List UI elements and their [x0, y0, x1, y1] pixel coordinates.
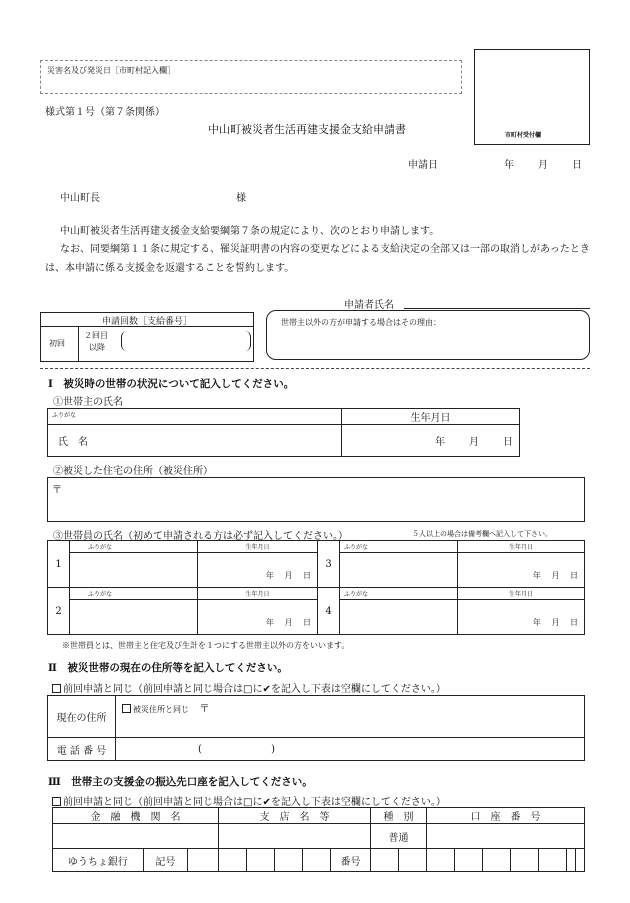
- form-number: 様式第１号（第７条関係）: [45, 107, 165, 118]
- bank-account-table: [52, 807, 585, 872]
- member-1-birth-header: [198, 541, 318, 553]
- member-num-4: 4: [318, 588, 340, 635]
- bangou-digit[interactable]: [576, 849, 585, 872]
- same-as-disaster-label: 被災住所と同じ: [133, 705, 189, 714]
- bangou-digit[interactable]: [399, 849, 427, 872]
- bangou-digit[interactable]: [511, 849, 539, 872]
- furigana-label: ふりがな: [344, 591, 369, 598]
- addressee-sama: 様: [236, 193, 246, 204]
- grant-number-field[interactable]: [121, 331, 251, 351]
- furigana-label: ふりがな: [88, 591, 113, 598]
- furigana-cell[interactable]: [48, 409, 342, 425]
- member-2-name[interactable]: [70, 600, 198, 635]
- kigou-digit[interactable]: [188, 849, 219, 872]
- birthdate-label: 生年月日: [508, 591, 533, 598]
- second-label-2: 以降: [89, 343, 105, 352]
- account-number-field[interactable]: [427, 824, 585, 849]
- day: 日: [570, 618, 578, 627]
- account-header: 口 座 番 号: [427, 808, 585, 824]
- name-cell[interactable]: [48, 425, 342, 457]
- kigou-digit[interactable]: [275, 849, 303, 872]
- applicant-name-line[interactable]: [404, 307, 590, 309]
- bank-name-field[interactable]: [53, 824, 219, 849]
- day: 日: [570, 571, 578, 580]
- body-para-2: なお、同要綱第１１条に規定する、罹災証明書の内容の変更などによる支給決定の全部又は一部の取消しがあったときは、本申請に係る支援金を返還することを誓約します。: [45, 244, 590, 274]
- member-4-birthdate[interactable]: [458, 600, 585, 635]
- year: 年: [265, 571, 274, 580]
- members-footnote: ※世帯員とは、世帯主と住宅及び生計を１つにする世帯主以外の方をいいます。: [62, 641, 350, 650]
- member-4-birth-header: [458, 588, 585, 600]
- birthdate-label: 生年月日: [245, 544, 270, 551]
- kigou-digit[interactable]: [219, 849, 247, 872]
- receipt-stamp-box: [474, 49, 590, 145]
- section3-same-note: 前回申請と同じ（前回申請と同じ場合は□に✔を記入し下表は空欄にしてください。）: [63, 797, 446, 808]
- name-label: 氏 名: [58, 437, 88, 448]
- reason-box[interactable]: [266, 310, 590, 360]
- bangou-digit[interactable]: [455, 849, 483, 872]
- household-head-table: [47, 408, 520, 457]
- addressee: 中山町長: [60, 193, 100, 204]
- day: 日: [303, 618, 311, 627]
- date-month: 月: [538, 160, 548, 171]
- branch-name-field[interactable]: [219, 824, 371, 849]
- reason-label: 世帯主以外の方が申請する場合はその理由：: [281, 318, 441, 327]
- phone-label: 電 話 番 号: [48, 738, 116, 761]
- member-1-furigana[interactable]: [70, 541, 198, 553]
- day: 日: [303, 571, 311, 580]
- month: 月: [284, 571, 293, 580]
- disaster-address-field[interactable]: [47, 477, 585, 522]
- year: 年: [532, 571, 541, 580]
- current-address-field[interactable]: [116, 696, 585, 738]
- member-4-furigana[interactable]: [340, 588, 458, 600]
- member-2-furigana[interactable]: [70, 588, 198, 600]
- first-application[interactable]: 初回: [49, 339, 65, 348]
- date-year: 年: [504, 160, 514, 171]
- furigana-label: ふりがな: [52, 412, 77, 419]
- members-label: ③世帯員の氏名（初めて申請される方は必ず記入してください。）: [53, 531, 348, 542]
- month: 月: [551, 571, 560, 580]
- disaster-name-label: 災害名及び発災日［市町村記入欄］: [47, 66, 175, 75]
- household-head-label: ①世帯主の氏名: [53, 397, 123, 408]
- birthdate-label: 生年月日: [245, 591, 270, 598]
- month: 月: [551, 618, 560, 627]
- kigou-digit[interactable]: [303, 849, 331, 872]
- current-address-label: 現在の住所: [48, 696, 116, 738]
- bangou-digit[interactable]: [371, 849, 399, 872]
- section2-same-note: 前回申請と同じ（前回申請と同じ場合は□に✔を記入し下表は空欄にしてください。）: [63, 684, 446, 695]
- same-as-previous-checkbox[interactable]: [52, 797, 61, 806]
- member-3-birthdate[interactable]: [458, 553, 585, 588]
- current-address-table: [47, 695, 585, 761]
- members-table: [47, 540, 585, 635]
- section3-heading: Ⅲ 世帯主の支援金の振込先口座を記入してください。: [48, 776, 313, 788]
- receipt-stamp-label: 市町村受付欄: [505, 132, 542, 139]
- bangou-label: 番号: [331, 849, 371, 872]
- member-num-2: 2: [48, 588, 70, 635]
- body-para-1: 中山町被災者生活再建支援金支給要綱第７条の規定により、次のとおり申請します。: [60, 226, 440, 237]
- date-label: 申請日: [408, 160, 438, 171]
- member-3-name[interactable]: [340, 553, 458, 588]
- type-header: 種 別: [371, 808, 427, 824]
- member-num-1: 1: [48, 541, 70, 588]
- birthdate-header: [342, 409, 520, 425]
- phone-paren-open: (: [198, 743, 202, 755]
- month: 月: [284, 618, 293, 627]
- bangou-digit[interactable]: [427, 849, 455, 872]
- ordinary-label: 普通: [388, 832, 409, 844]
- member-4-name[interactable]: [340, 600, 458, 635]
- applicant-name-label: 申請者氏名: [344, 300, 394, 311]
- page-title: 中山町被災者生活再建支援金支給申請書: [208, 123, 406, 136]
- kigou-label: 記号: [143, 849, 187, 872]
- application-count-box: [40, 312, 254, 362]
- birth-month: 月: [469, 437, 479, 448]
- bangou-digit[interactable]: [539, 849, 567, 872]
- member-3-furigana[interactable]: [340, 541, 458, 553]
- account-type-field[interactable]: [371, 824, 427, 849]
- disaster-address-label: ②被災した住宅の住所（被災住所）: [53, 466, 213, 477]
- section2-same-row: [52, 680, 446, 695]
- kigou-digit[interactable]: [247, 849, 275, 872]
- phone-field[interactable]: [116, 738, 585, 761]
- phone-paren-close: ): [271, 743, 275, 755]
- yucho-label: ゆうちょ銀行: [53, 849, 144, 872]
- disaster-name-box[interactable]: [40, 60, 462, 94]
- birth-day: 日: [503, 437, 513, 448]
- member-3-birth-header: [458, 541, 585, 553]
- bangou-digit[interactable]: [567, 849, 576, 872]
- birthdate-cell[interactable]: [342, 425, 520, 457]
- branch-header: 支 店 名 等: [219, 808, 371, 824]
- members-note: ５人以上の場合は備考欄へ記入して下さい。: [412, 530, 552, 538]
- furigana-label: ふりがな: [344, 544, 369, 551]
- birth-year: 年: [435, 437, 445, 448]
- member-2-birthdate[interactable]: [198, 600, 318, 635]
- divider: [40, 368, 590, 369]
- date-day: 日: [572, 160, 582, 171]
- section3-same-row: [52, 793, 446, 808]
- same-as-previous-checkbox[interactable]: [52, 684, 61, 693]
- year: 年: [265, 618, 274, 627]
- member-num-3: 3: [318, 541, 340, 588]
- section2-heading: Ⅱ 被災世帯の現在の住所等を記入してください。: [48, 662, 288, 674]
- postal-mark: 〒: [199, 704, 210, 715]
- section1-heading: Ⅰ 被災時の世帯の状況について記入してください。: [48, 378, 295, 390]
- birthdate-label: 生年月日: [410, 413, 451, 424]
- member-1-name[interactable]: [70, 553, 198, 588]
- second-label-1: ２回目: [84, 331, 108, 340]
- bangou-digit[interactable]: [483, 849, 511, 872]
- member-2-birth-header: [198, 588, 318, 600]
- member-1-birthdate[interactable]: [198, 553, 318, 588]
- same-as-disaster-checkbox[interactable]: [122, 704, 131, 713]
- bank-header: 金 融 機 関 名: [53, 808, 219, 824]
- year: 年: [532, 618, 541, 627]
- birthdate-label: 生年月日: [508, 544, 533, 551]
- application-count-header: 申請回数［支給番号］: [101, 317, 192, 327]
- furigana-label: ふりがな: [88, 544, 113, 551]
- postal-mark: 〒: [52, 485, 62, 496]
